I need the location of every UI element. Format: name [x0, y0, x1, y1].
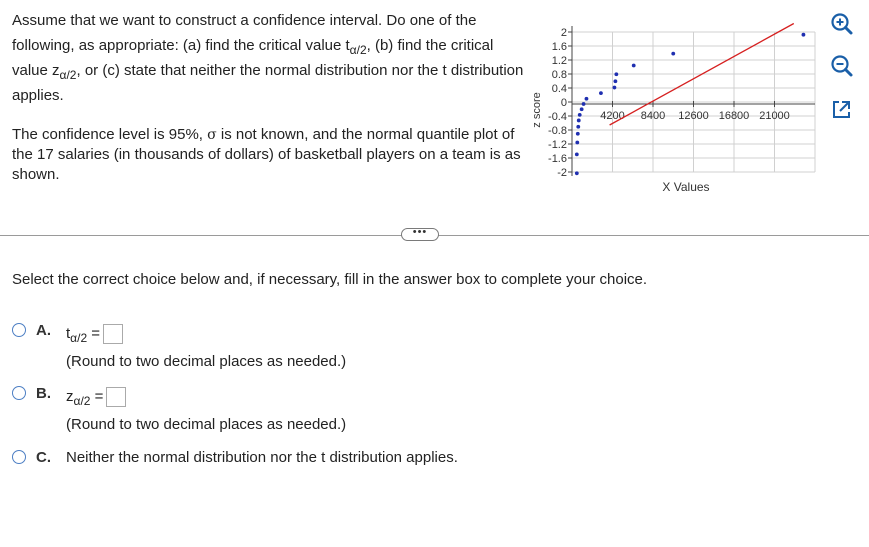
zoom-in-icon[interactable] [829, 11, 855, 37]
data-point [575, 141, 579, 145]
question-paragraph-2: The confidence level is 95%, σ is not known, and the normal quantile plot of the 17 salaries (in thousands of dollars) of basketball players on a team is as shown. [12, 126, 521, 183]
y-tick-label: -1.2 [548, 139, 567, 151]
choice-b-note: (Round to two decimal places as needed.) [66, 416, 347, 433]
choice-b-letter: B. [36, 385, 51, 402]
t-critical-input[interactable] [103, 324, 123, 344]
data-point [580, 107, 584, 111]
popout-icon[interactable] [829, 96, 855, 122]
question-text [12, 8, 532, 185]
choice-a-radio[interactable] [12, 323, 26, 337]
x-axis-label: X Values [662, 180, 710, 194]
y-tick-label: 0.4 [551, 83, 567, 95]
more-button[interactable]: ••• [401, 228, 439, 241]
y-tick-label: -0.4 [548, 111, 567, 123]
choice-a-expression: $t_{\alpha/2}$ = [66, 324, 123, 344]
data-point [671, 52, 675, 56]
x-tick-label: 4200 [600, 110, 625, 122]
choice-b-expression: $z_{\alpha/2}$ = [66, 387, 126, 407]
data-point [575, 171, 579, 175]
question-paragraph-1: Assume that we want to construct a confidence interval. Do one of the following, as appropriate: (a) find the critical value $t_{\alpha/2}$, (b) find the critical value $z_{\alpha/2}$, or (c) state that neither the normal distribution nor the t distribution applies. [12, 12, 524, 104]
y-tick-label: 0 [560, 97, 567, 109]
y-tick-label: -1.6 [548, 153, 567, 165]
x-tick-label: 21000 [759, 110, 790, 122]
instruction-text: Select the correct choice below and, if necessary, fill in the answer box to complete your choice. [12, 271, 648, 288]
y-tick-label: 2 [560, 27, 567, 39]
z-critical-input[interactable] [106, 387, 126, 407]
data-point [582, 102, 586, 106]
data-point [576, 132, 580, 136]
data-point [575, 153, 579, 157]
y-tick-labels [548, 27, 572, 179]
choice-c-letter: C. [36, 449, 51, 466]
y-tick-label: 1.6 [551, 41, 567, 53]
normal-quantile-plot [525, 20, 825, 200]
data-point [576, 125, 580, 129]
data-point [802, 33, 806, 37]
choice-a-note: (Round to two decimal places as needed.) [66, 353, 347, 370]
y-tick-label: -2 [557, 167, 567, 179]
zoom-out-icon[interactable] [829, 53, 855, 79]
data-point [613, 79, 617, 83]
x-tick-label: 8400 [640, 110, 666, 122]
y-tick-label: 0.8 [551, 69, 567, 81]
y-tick-label: 1.2 [551, 55, 567, 67]
x-tick-label: 12600 [678, 110, 709, 122]
data-point [577, 119, 581, 123]
data-point [614, 72, 618, 76]
choice-c-text: Neither the normal distribution nor the t distribution applies. [66, 449, 458, 466]
y-axis-label: z score [531, 92, 543, 128]
choice-a-letter: A. [36, 322, 51, 339]
data-point [632, 64, 636, 68]
data-point [585, 97, 589, 101]
choice-b-radio[interactable] [12, 386, 26, 400]
data-point [578, 113, 582, 117]
data-point [599, 91, 603, 95]
data-point [613, 86, 617, 90]
y-tick-label: -0.8 [548, 125, 567, 137]
x-tick-label: 16800 [718, 110, 750, 122]
choice-c-radio[interactable] [12, 450, 26, 464]
